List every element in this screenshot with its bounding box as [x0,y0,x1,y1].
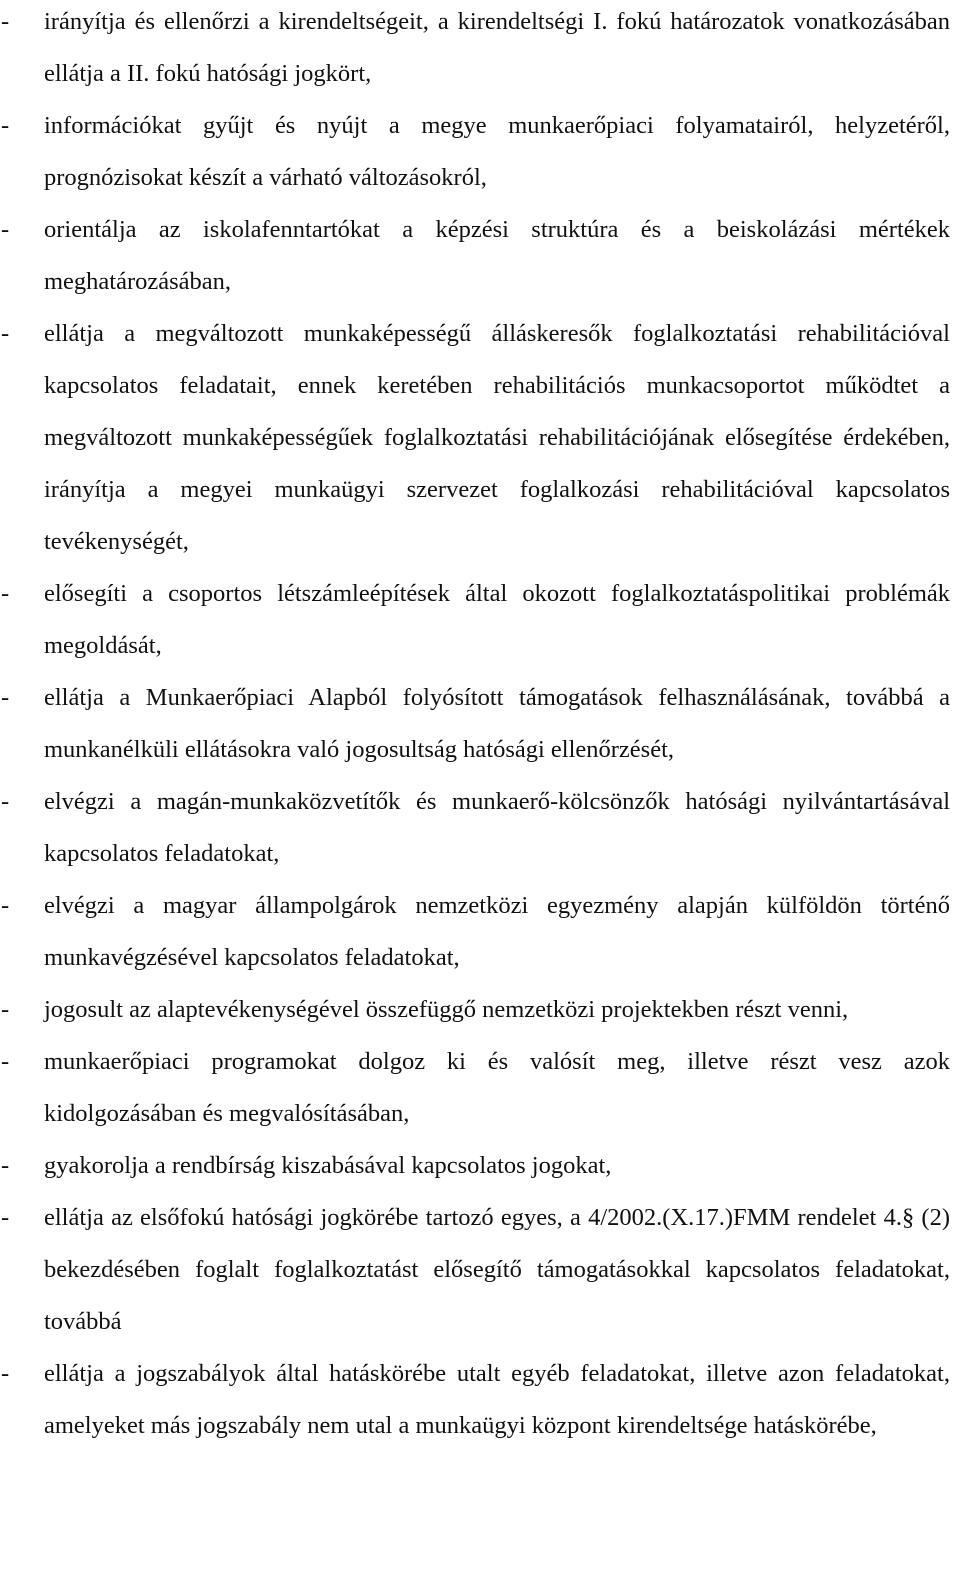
list-item [0,880,960,984]
list-marker: - [1,996,10,1023]
list-marker: - [1,320,10,347]
list-item-text: elősegíti a csoportos létszámleépítések által okozott foglalkoztatáspolitikai problémák megoldását, [44,580,950,659]
list-item [0,776,960,880]
list-item [0,308,960,568]
list-marker: - [1,8,10,35]
list-item-text: információkat gyűjt és nyújt a megye munkaerőpiaci folyamatairól, helyzetéről, prognózisokat készít a várható változásokról, [44,112,950,191]
list-marker: - [1,1048,10,1075]
list-marker: - [1,788,10,815]
list-item-text: gyakorolja a rendbírság kiszabásával kapcsolatos jogokat, [44,1152,612,1179]
list-marker: - [1,892,10,919]
list-item [0,1140,960,1192]
list-item [0,984,960,1036]
list-item-text: ellátja a megváltozott munkaképességű álláskeresők foglalkoztatási rehabilitációval kapcsolatos feladatait, ennek keretében rehabilitációs munkacsoportot működtet a megváltozott munkaképességűek foglalkoztatási rehabilitációjának elősegítése érdekében, irányítja a megyei munkaügyi szervezet foglalkozási rehabilitációval kapcsolatos tevékenységét, [44,320,950,555]
list-item-text: ellátja a Munkaerőpiaci Alapból folyósított támogatások felhasználásának, továbbá a munkanélküli ellátásokra való jogosultság hatósági ellenőrzését, [44,684,950,763]
list-item [0,672,960,776]
list-item-text: irányítja és ellenőrzi a kirendeltségeit, a kirendeltségi I. fokú határozatok vonatkozásában ellátja a II. fokú hatósági jogkört, [44,8,950,87]
list-item-text: munkaerőpiaci programokat dolgoz ki és valósít meg, illetve részt vesz azok kidolgozásában és megvalósításában, [44,1048,950,1127]
list-marker: - [1,112,10,139]
list-marker: - [1,1360,10,1387]
list-item [0,204,960,308]
list-item [0,100,960,204]
list-item-text: elvégzi a magyar állampolgárok nemzetközi egyezmény alapján külföldön történő munkavégzésével kapcsolatos feladatokat, [44,892,950,971]
list-marker: - [1,580,10,607]
list-item [0,0,960,100]
list-marker: - [1,216,10,243]
list-marker: - [1,684,10,711]
list-item-text: elvégzi a magán-munkaközvetítők és munkaerő-kölcsönzők hatósági nyilvántartásával kapcsolatos feladatokat, [44,788,950,867]
list-item-text: jogosult az alaptevékenységével összefüggő nemzetközi projektekben részt venni, [44,996,849,1023]
list-item [0,1348,960,1452]
list-item [0,568,960,672]
list-item [0,1036,960,1140]
list-item-text: ellátja az elsőfokú hatósági jogkörébe tartozó egyes, a 4/2002.(X.17.)FMM rendelet 4.§ (2) bekezdésében foglalt foglalkoztatást elősegítő támogatásokkal kapcsolatos feladatokat, továbbá [44,1204,950,1335]
list-marker: - [1,1204,10,1231]
list-marker: - [1,1152,10,1179]
list-item [0,1192,960,1348]
list-item-text: ellátja a jogszabályok által hatáskörébe utalt egyéb feladatokat, illetve azon feladatokat, amelyeket más jogszabály nem utal a munkaügyi központ kirendeltsége hatáskörébe, [44,1360,950,1439]
list-item-text: orientálja az iskolafenntartókat a képzési struktúra és a beiskolázási mértékek meghatározásában, [44,216,950,295]
